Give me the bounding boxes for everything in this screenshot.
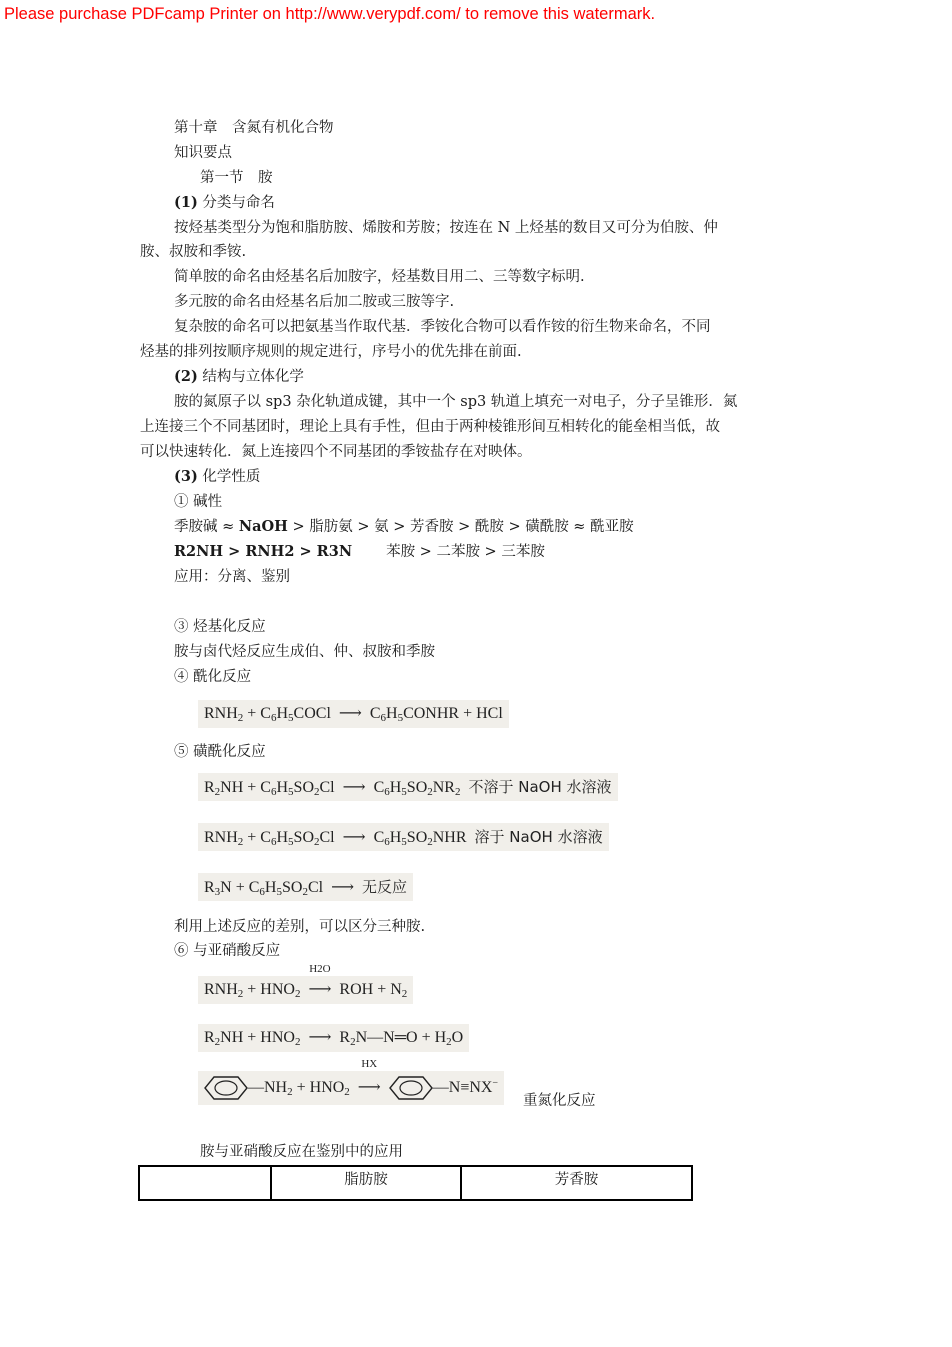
subsection-title: 分类与命名 [202, 195, 275, 211]
watermark-text: Please purchase PDFcamp Printer on http://www.verypdf.com/ to remove this watermark. [4, 5, 656, 23]
subsection-1-heading [174, 191, 844, 215]
basicity-order-line [174, 540, 844, 564]
paragraph-line: 按烃基类型分为饱和脂肪胺、烯胺和芳胺；按连在 N 上烃基的数目又可分为伯胺、仲 [174, 220, 718, 236]
alkylation-heading: ③ 烃基化反应 [174, 619, 266, 635]
amine-comparison-table [138, 1165, 693, 1201]
subsection-title: 化学性质 [202, 469, 261, 485]
benzene-ring-icon [204, 1075, 248, 1101]
arrow-icon: ⟶ [342, 779, 366, 796]
equation-note: 不溶于 NaOH 水溶液 [468, 778, 612, 796]
paragraph-line: 胺、叔胺和季铵. [140, 244, 247, 260]
nitrous-equation-primary: $RNH_2 + HNO_2$ H2O ⟶ ROH + $N_2$ [198, 976, 413, 1004]
summary-line: 利用上述反应的差别，可以区分三种胺. [174, 919, 426, 935]
text-span: R2NH > RNH2 > R3N [174, 543, 353, 560]
arrow-icon: ⟶ [308, 1029, 332, 1046]
paragraph-line: 复杂胺的命名可以把氨基当作取代基．季铵化合物可以看作铵的衍生物来命名，不同 [174, 319, 711, 335]
section-heading: 第一节 胺 [200, 170, 273, 186]
reaction-condition: HX [361, 1058, 378, 1070]
subsection-title: 结构与立体化学 [202, 369, 304, 385]
paragraph-line: 胺的氮原子以 sp3 杂化轨道成键，其中一个 sp3 轨道上填充一对电子，分子呈锥形．氮 [174, 394, 738, 410]
application-line: 应用：分离、鉴别 [174, 569, 290, 585]
text-span: NaOH [238, 518, 288, 535]
paragraph-line: 可以快速转化．氮上连接四个不同基团的季铵盐存在对映体。 [140, 444, 532, 460]
diazotization-label: 重氮化反应 [523, 1093, 596, 1109]
subsection-number: (3) [174, 468, 198, 485]
paragraph-line: 烃基的排列按顺序规则的规定进行，序号小的优先排在前面. [140, 344, 522, 360]
nitrous-equation-secondary: $R_2NH + HNO_2$ ⟶ $R_2N—N═O + H_2O$ [198, 1024, 469, 1052]
arrow-icon: ⟶ [331, 879, 354, 896]
basicity-heading: ① 碱性 [174, 494, 223, 510]
basicity-order-line [174, 515, 844, 539]
subsection-2-heading [174, 365, 844, 389]
chapter-title: 第十章 含氮有机化合物 [174, 120, 334, 136]
arrow-icon: ⟶ [338, 705, 362, 722]
table-header-cell [139, 1166, 271, 1200]
sulfonylation-equation-primary: $RNH_2 + C_6H_5SO_2Cl$ ⟶ $C_6H_5SO_2NHR$ 溶于 NaOH 水溶液 [198, 823, 609, 851]
table-caption: 胺与亚硝酸反应在鉴别中的应用 [200, 1144, 403, 1160]
subsection-number: (1) [174, 194, 198, 211]
nitrous-heading: ⑥ 与亚硝酸反应 [174, 943, 281, 959]
table-header-cell: 脂肪胺 [271, 1166, 461, 1200]
reaction-condition: H2O [309, 963, 331, 975]
text-span: 季胺碱 ≈ [174, 519, 239, 535]
text-span: > 脂肪氨 > 氨 > 芳香胺 > 酰胺 > 磺酰胺 ≈ 酰亚胺 [287, 519, 634, 535]
acylation-equation: $RNH_2$ + $C_6H_5COCl$ ⟶ $C_6H_5CONHR$ + HCl [198, 700, 509, 728]
subsection-number: (2) [174, 368, 198, 385]
table-header-cell: 芳香胺 [461, 1166, 692, 1200]
paragraph-line: 多元胺的命名由烃基名后加二胺或三胺等字. [174, 294, 455, 310]
text-span: 苯胺 > 二苯胺 > 三苯胺 [386, 544, 545, 560]
arrow-icon: ⟶ [342, 829, 366, 846]
sulfonylation-heading: ⑤ 磺酰化反应 [174, 744, 266, 760]
key-points-heading: 知识要点 [174, 145, 232, 161]
alkylation-desc: 胺与卤代烃反应生成伯、仲、叔胺和季胺 [174, 644, 435, 660]
paragraph-line: 简单胺的命名由烃基名后加胺字，烃基数目用二、三等数字标明. [174, 269, 585, 285]
benzene-ring-icon [389, 1075, 433, 1101]
equation-note: 溶于 NaOH 水溶液 [474, 828, 603, 846]
equation-note: 无反应 [362, 878, 408, 896]
subsection-3-heading [174, 465, 844, 489]
sulfonylation-equation-secondary: $R_2NH + C_6H_5SO_2Cl$ ⟶ $C_6H_5SO_2NR_2$ 不溶于 NaOH 水溶液 [198, 773, 618, 801]
nitrous-equation-aromatic: $—NH_2 + HNO_2$ HX ⟶ —N≡NX− [198, 1071, 504, 1105]
paragraph-line: 上连接三个不同基团时，理论上具有手性，但由于两种棱锥形间互相转化的能垒相当低，故 [140, 419, 720, 435]
acylation-heading: ④ 酰化反应 [174, 669, 252, 685]
table-header-row [139, 1166, 692, 1200]
sulfonylation-equation-tertiary: $R_3N + C_6H_5SO_2Cl$ ⟶ 无反应 [198, 873, 413, 901]
